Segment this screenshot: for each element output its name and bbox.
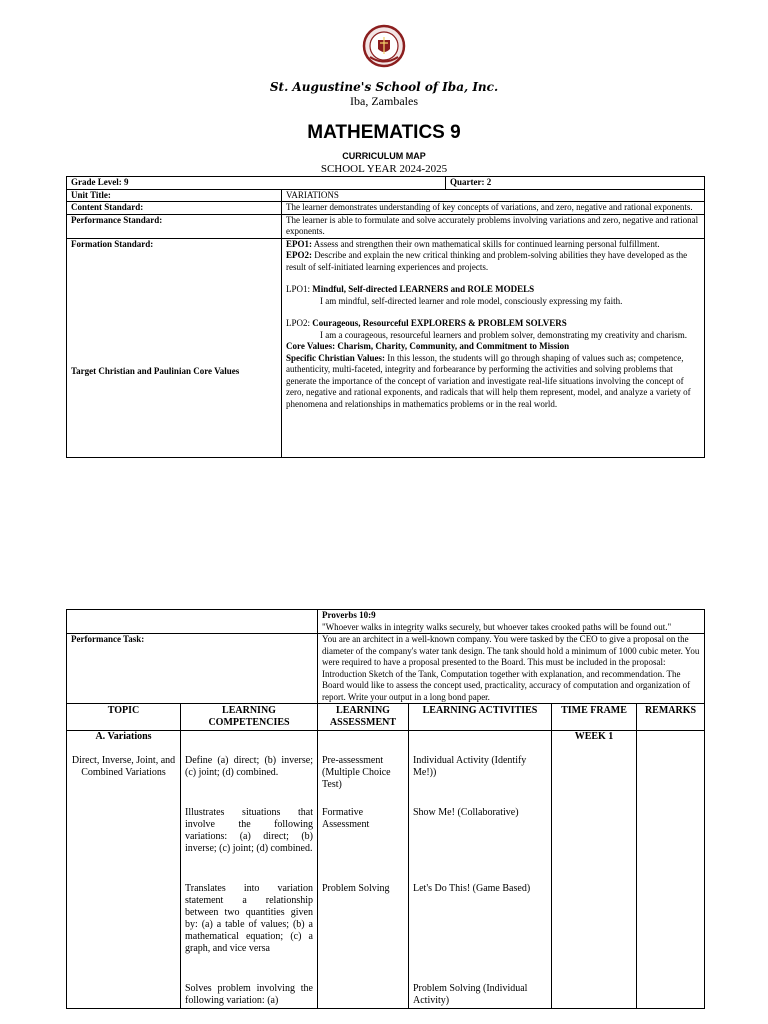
epo1-block xyxy=(286,239,700,251)
assessment-2: Formative Assessment xyxy=(322,807,370,830)
curriculum-info-table xyxy=(66,176,705,458)
formation-standard-row xyxy=(67,238,705,457)
activity-1: Individual Activity (Identify Me!)) xyxy=(413,755,527,778)
proverb-reference: Proverbs 10:9 xyxy=(322,610,376,620)
assessment-1: Pre-assessment (Multiple Choice Test) xyxy=(322,755,391,790)
topic-cell xyxy=(67,731,181,1009)
curriculum-map-table xyxy=(66,609,705,1009)
time-frame-cell xyxy=(552,731,637,1009)
activity-4: Problem Solving (Individual Activity) xyxy=(413,983,528,1006)
epo2-label: EPO2: xyxy=(286,250,312,260)
epo2-block xyxy=(286,250,700,273)
assessment-cell xyxy=(318,731,409,1009)
document-type: CURRICULUM MAP xyxy=(342,151,426,161)
proverb-row xyxy=(67,610,705,634)
school-seal-logo xyxy=(362,24,406,68)
formation-standard-label-cell xyxy=(67,238,282,457)
variations-body-row xyxy=(67,731,705,1009)
unit-title-value: VARIATIONS xyxy=(282,189,705,202)
lpo2-label: LPO2: xyxy=(286,318,313,328)
col-activities: LEARNING ACTIVITIES xyxy=(409,704,552,731)
formation-standard-content xyxy=(282,238,705,457)
col-assessment: LEARNING ASSESSMENT xyxy=(318,704,409,731)
lpo2-title: Courageous, Resourceful EXPLORERS & PROBLEM SOLVERS xyxy=(312,318,567,328)
epo2-text: Describe and explain the new critical thinking and problem-solving abilities they have developed as the result of self-initiated learning experiences and projects. xyxy=(286,250,688,272)
content-standard-label: Content Standard: xyxy=(67,202,282,215)
week-label: WEEK 1 xyxy=(574,731,614,742)
performance-standard-value: The learner is able to formulate and solve accurately problems involving variations and zero, negative and rational exponents. xyxy=(282,214,705,238)
performance-task-text: You are an architect in a well-known company. You were tasked by the CEO to give a proposal on the diameter of the company's water tank design. The tank should hold a minimum of 1000 cubic meter. You were required to have a proposal presented to the Board. This must be included in the proposal: Introduction Sketch of the Tank, Computation together with explanation, and recommendation. The Board would like to assess the concept used, practicality, accuracy of computation and organization of report. Write your output in a long bond paper. xyxy=(318,634,705,704)
epo1-text: Assess and strengthen their own mathematical skills for continued learning personal fulfillment. xyxy=(312,238,660,249)
col-competencies: LEARNING COMPETENCIES xyxy=(181,704,318,731)
content-standard-row xyxy=(67,202,705,215)
specific-values-label: Specific Christian Values: xyxy=(286,352,386,363)
school-year: SCHOOL YEAR 2024-2025 xyxy=(320,163,448,175)
proverb-blank xyxy=(67,610,318,634)
core-values: Core Values: Charism, Charity, Community, and Commitment to Mission xyxy=(286,341,570,351)
school-name: St. Augustine's School of Iba, Inc. xyxy=(269,80,499,94)
activity-3: Let's Do This! (Game Based) xyxy=(413,883,531,894)
competencies-cell xyxy=(181,731,318,1009)
activity-2: Show Me! (Collaborative) xyxy=(413,807,519,818)
lpo1-text: I am mindful, self-directed learner and role model, consciously expressing my faith. xyxy=(320,295,623,306)
lpo1-title: Mindful, Self-directed LEARNERS and ROLE MODELS xyxy=(312,284,535,294)
assessment-3: Problem Solving xyxy=(322,883,390,894)
formation-standard-label: Formation Standard: xyxy=(71,238,154,249)
col-remarks: REMARKS xyxy=(637,704,705,731)
unit-title-label: Unit Title: xyxy=(67,189,282,202)
grade-quarter-row xyxy=(67,177,705,190)
topic-heading: A. Variations xyxy=(95,731,152,742)
competency-4: Solves problem involving the following variation: (a) xyxy=(185,983,313,1006)
performance-task-label: Performance Task: xyxy=(67,634,318,704)
performance-task-row xyxy=(67,634,705,704)
lpo1-block xyxy=(286,284,700,296)
target-values-label: Target Christian and Paulinian Core Values xyxy=(71,365,240,376)
col-topic: TOPIC xyxy=(67,704,181,731)
topic-subheading: Direct, Inverse, Joint, and Combined Variations xyxy=(71,754,176,778)
performance-standard-row xyxy=(67,214,705,238)
unit-title-row xyxy=(67,189,705,202)
remarks-cell xyxy=(637,731,705,1009)
competency-1: Define (a) direct; (b) inverse; (c) joint; (d) combined. xyxy=(185,755,313,778)
grade-level: Grade Level: 9 xyxy=(67,177,446,190)
lpo1-label: LPO1: xyxy=(286,284,313,294)
lpo2-block xyxy=(286,318,700,330)
specific-values-text: In this lesson, the students will go through shaping of values such as; competence, authenticity, multi-faceted, integrity and forbearance by performing the activities and solving problems that generate the importance of the concept of variation and investigate real-life situations involving the concept of zero, negative and rational exponents, and radicals that will help them represent, model, and analyze a variety of phenomena and relationships in mathematics problems or in the real world. xyxy=(286,352,691,409)
school-location: Iba, Zambales xyxy=(350,94,418,108)
content-standard-value: The learner demonstrates understanding of key concepts of variations, and zero, negative and rational exponents. xyxy=(282,202,705,215)
epo1-label: EPO1: xyxy=(286,238,312,249)
proverb-text: "Whoever walks in integrity walks securely, but whoever takes crooked paths will be found out." xyxy=(322,621,672,632)
subject-title: MATHEMATICS 9 xyxy=(307,122,461,143)
proverb-cell xyxy=(318,610,705,634)
specific-values-block xyxy=(286,353,700,411)
performance-standard-label: Performance Standard: xyxy=(67,214,282,238)
competency-2: Illustrates situations that involve the following variations: (a) direct; (b) inverse; (c) joint; (d) combined. xyxy=(185,807,313,854)
activities-cell xyxy=(409,731,552,1009)
competency-3: Translates into variation statement a relationship between two quantities given by: (a) a table of values; (b) a mathematical equation; (c) a graph, and vice versa xyxy=(185,883,313,954)
quarter: Quarter: 2 xyxy=(446,177,705,190)
lpo2-text: I am a courageous, resourceful learners and problem solver, demonstrating my creativity and charism. xyxy=(320,329,688,340)
column-headers xyxy=(67,704,705,731)
col-time-frame: TIME FRAME xyxy=(552,704,637,731)
